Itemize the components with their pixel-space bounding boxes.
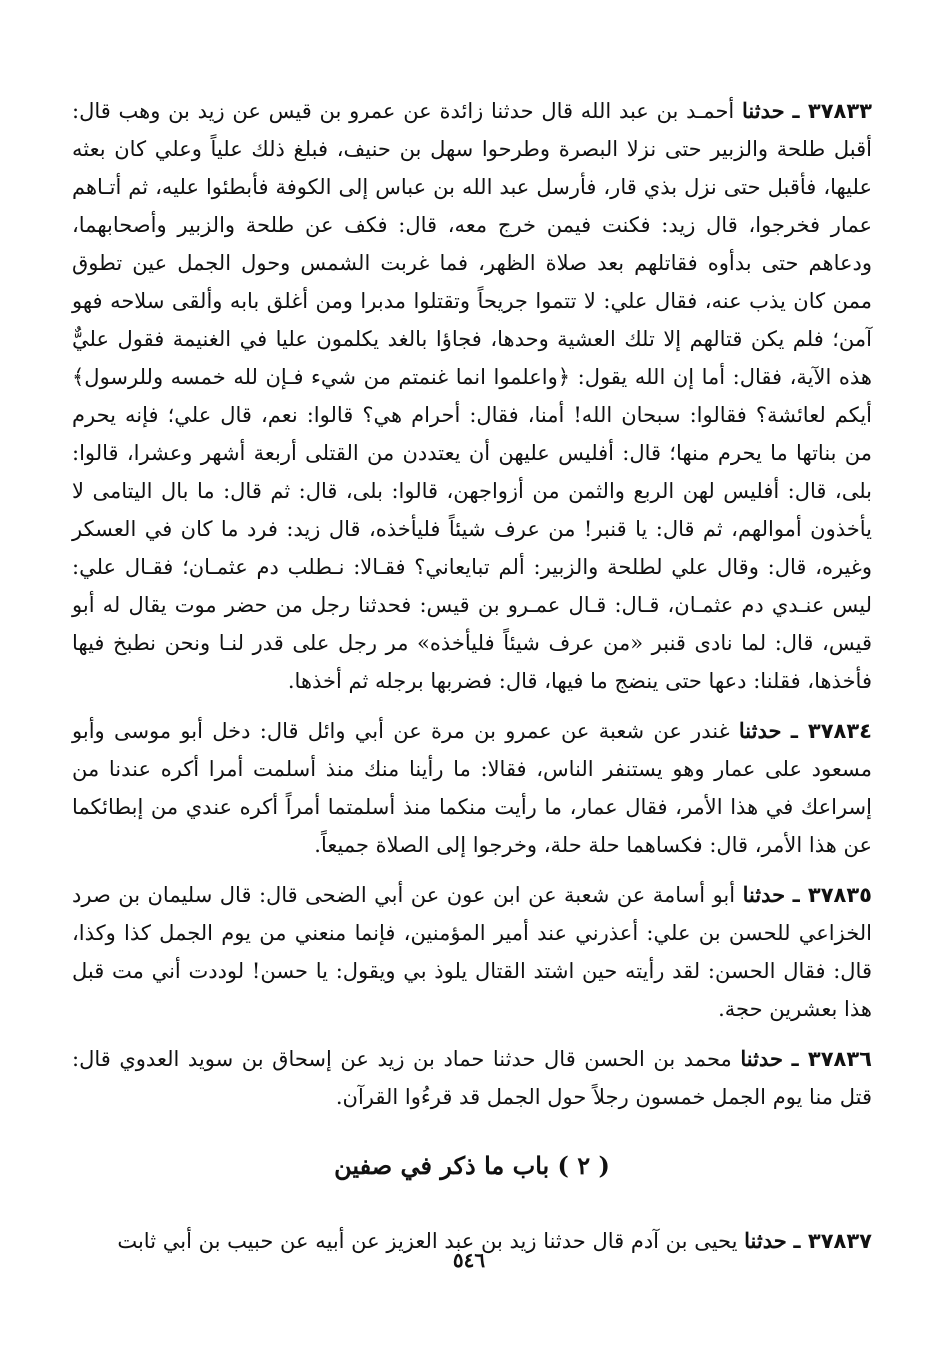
hadith-text: أحمـد بن عبد الله قال حدثنا زائدة عن عمرو بن قيس عن زيد بن وهب قال: أقبل طلحة والزبير حتى نزلا البصرة وطرحوا سهل بن حنيف، فبلغ ذلك علياً وعلي كان بعثه عليها، فأقبل حتى نزل بذي قار، فأرسل عبد الله بن عباس إلى الكوفة فأبطئوا عليه، ثم أتـاهم عمار فخرجوا، قال زيد: فكنت فيمن خرج معه، قال: فكف عن طلحة والزبير وأصحابهما، ودعاهم حتى بدأوه فقاتلهم بعد صلاة الظهر، فما غربت الشمس وحول الجمل عين تطوق ممن كان يذب عنه، فقال علي: لا تتموا جريحاً وتقتلوا مدبرا ومن أغلق بابه وألقى سلاحه فهو آمن؛ فلم يكن قتالهم إلا تلك العشية وحدها، فجاؤا بالغد يكلمون عليا في الغنيمة فقول عليٌّ هذه الآية، فقال: أما إن الله يقول: ﴿واعلموا انما غنمتم من شيء فـإن لله خمسه وللرسول﴾ أيكم لعائشة؟ فقالوا: سبحان الله! أمنا، فقال: أحرام هي؟ قالوا: نعم، قال علي؛ فإنه يحرم من بناتها ما يحرم منها؛ قال: أفليس عليهن أن يعتددن من القتلى أربعة أشهر وعشرا، قالوا: بلى، قال: أفليس لهن الربع والثمن من أزواجهن، قالوا: بلى، قال: ثم قال: ما بال اليتامى لا يأخذون أموالهم، ثم قال: يا قنبر! من عرف شيئاً فليأخذه، قال زيد: فرد ما كان في العسكر وغيره، قال: وقال علي لطلحة والزبير: ألم تبايعاني؟ فقـالا: نـطلب دم عثمـان؛ فقـال علي: ليس عنـدي دم عثمـان، قـال: قـال عمـرو بن قيس: فحدثنا رجل من حضر موت يقال له أبو قيس، قال: لما نادى قنبر «من عرف شيئاً فليأخذه» مر رجل على قدر لنـا ونحن نطبخ فيها فأخذها، فقلنا: دعها حتى ينضج ما فيها، قال: فضربها برجله ثم أخذها.: [72, 99, 872, 693]
hadith-37834: [72, 712, 872, 864]
hadith-lead: حدثنا: [740, 1046, 783, 1071]
hadith-37836: [72, 1040, 872, 1116]
page-number: ٥٤٦: [452, 1248, 486, 1272]
hadith-number: ٣٧٨٣٣ ـ: [792, 99, 872, 123]
chapter-heading: ( ٢ ) باب ما ذكر في صفين: [334, 1151, 610, 1180]
hadith-number: ٣٧٨٣٧ ـ: [793, 1229, 872, 1253]
hadith-37835: [72, 876, 872, 1028]
hadith-number: ٣٧٨٣٤ ـ: [790, 719, 872, 743]
hadith-text: يحيى بن آدم قال حدثنا زيد بن عبد العزيز عن أبيه عن حبيب بن أبي ثابت: [117, 1229, 738, 1253]
hadith-text: غندر عن شعبة عن عمرو بن مرة عن أبي وائل قال: دخل أبو موسى وأبو مسعود على عمار وهو يستنفر الناس، فقالا: ما رأينا منك منذ أسلمت أمرا أكره عندنا من إسراعك في هذا الأمر، فقال عمار، ما رأيت منكما منذ أسلمتما أمراً أكره عندي من إبطائكما عن هذا الأمر، قال: فكساهما حلة حلة، وخرجوا إلى الصلاة جميعاً.: [72, 719, 872, 857]
hadith-number: ٣٧٨٣٥ ـ: [792, 883, 872, 907]
hadith-lead: حدثنا: [744, 1228, 787, 1253]
hadith-37833: [72, 92, 872, 700]
hadith-number: ٣٧٨٣٦ ـ: [791, 1047, 872, 1071]
hadith-text: أبو أسامة عن شعبة عن ابن عون عن أبي الضحى قال: قال سليمان بن صرد الخزاعي للحسن بن علي: أعذرني عند أمير المؤمنين، فإنما منعني من يوم الجمل كذا وكذا، قال: فقال الحسن: لقد رأيته حين اشتد القتال يلوذ بي ويقول: يا حسن! لوددت أني مت قبل هذا بعشرين حجة.: [72, 883, 872, 1021]
hadith-lead: حدثنا: [742, 98, 785, 123]
hadith-text: محمد بن الحسن قال حدثنا حماد بن زيد عن إسحاق بن سويد العدوي قال: قتل منا يوم الجمل خمسون رجلاً حول الجمل قد قرءُوا القرآن.: [72, 1047, 872, 1109]
hadith-lead: حدثنا: [738, 718, 782, 743]
hadith-lead: حدثنا: [742, 882, 786, 907]
page-body: [72, 92, 872, 1272]
